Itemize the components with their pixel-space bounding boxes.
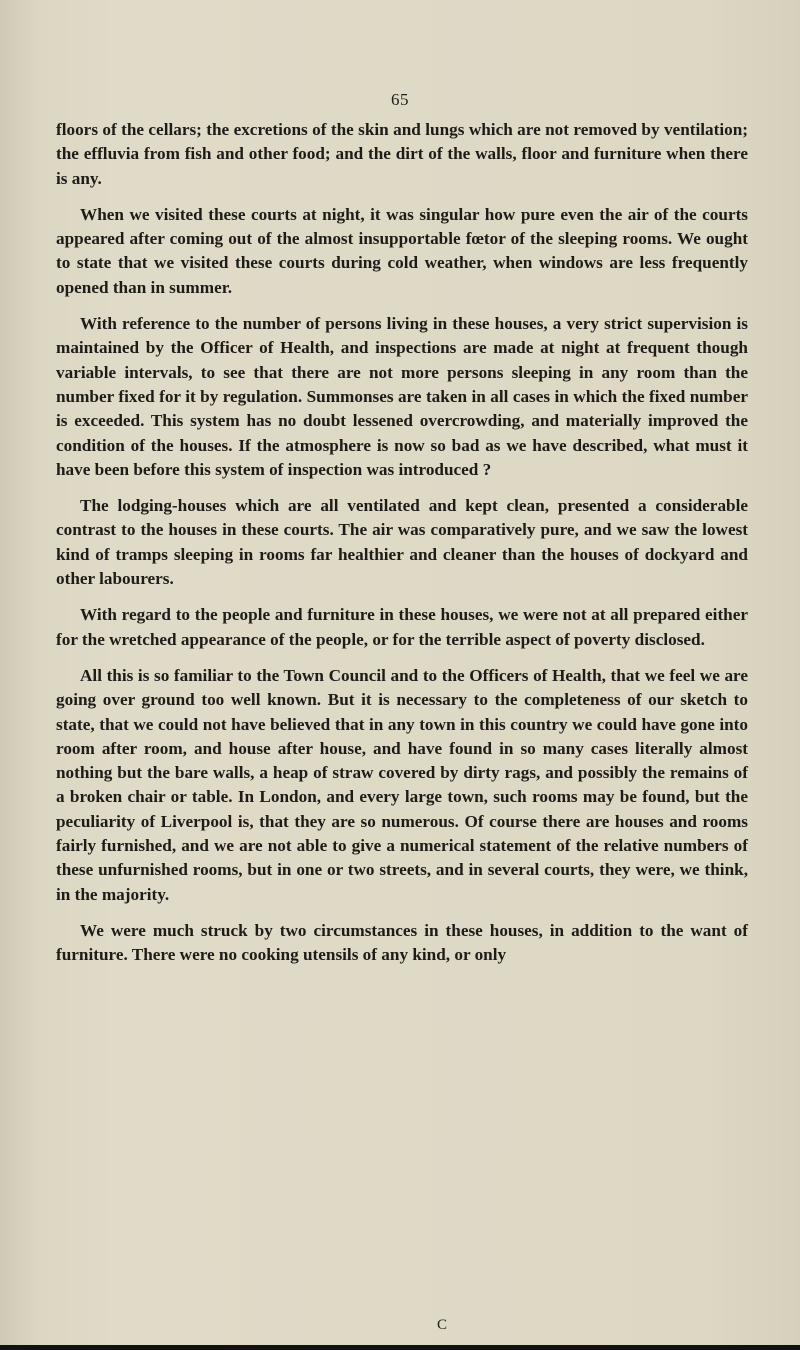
page-number: 65 — [391, 90, 409, 109]
paragraph: With reference to the number of persons living in these houses, a very strict supervision is maintained by the Officer of Health, and inspections are made at night at frequent though variable intervals, to see that there are not more persons sleeping in any room than the number fixed for it by regulation. Summonses are taken in all cases in which the fixed number is exceeded. This system has no doubt lessened overcrowding, and materially improved the condition of the houses. If the atmosphere is now so bad as we have described, what must it have been before this system of inspection was introduced ? — [56, 314, 748, 479]
paragraph: The lodging-houses which are all ventilated and kept clean, presented a considerable contrast to the houses in these courts. The air was comparatively pure, and we saw the lowest kind of tramps sleeping in rooms far healthier and cleaner than the houses of dockyard and other labourers. — [56, 496, 748, 589]
paragraph: With regard to the people and furniture in these houses, we were not at all prepared either for the wretched appearance of the people, or for the terrible aspect of poverty disclosed. — [56, 605, 748, 649]
signature-mark: C — [436, 1317, 447, 1333]
body-text — [56, 118, 748, 980]
scan-edge-bar — [0, 1345, 800, 1350]
paragraph: When we visited these courts at night, it was singular how pure even the air of the courts appeared after coming out of the almost insupportable fœtor of the sleeping rooms. We ought to state that we visited these courts during cold weather, when windows are less frequently opened than in summer. — [56, 204, 748, 297]
paragraph: All this is so familiar to the Town Council and to the Officers of Health, that we feel we are going over ground too well known. But it is necessary to the completeness of our sketch to state, that we could not have believed that in any town in this country we could have gone into room after room, and house after house, and have found in so many cases literally almost nothing but the bare walls, a heap of straw covered by dirty rags, and possibly the remains of a broken chair or table. In London, and every large town, such rooms may be found, but the peculiarity of Liverpool is, that they are so numerous. Of course there are houses and rooms fairly furnished, and we are not able to give a numerical statement of the relative numbers of these unfurnished rooms, but in one or two streets, and in several courts, they were, we think, in the majority. — [56, 665, 748, 904]
paragraph: We were much struck by two circumstances in these houses, in addition to the want of furniture. There were no cooking utensils of any kind, or only — [56, 920, 748, 965]
paragraph: floors of the cellars; the excretions of the skin and lungs which are not removed by ventilation; the effluvia from fish and other food; and the dirt of the walls, floor and furniture when there is any. — [56, 120, 748, 188]
